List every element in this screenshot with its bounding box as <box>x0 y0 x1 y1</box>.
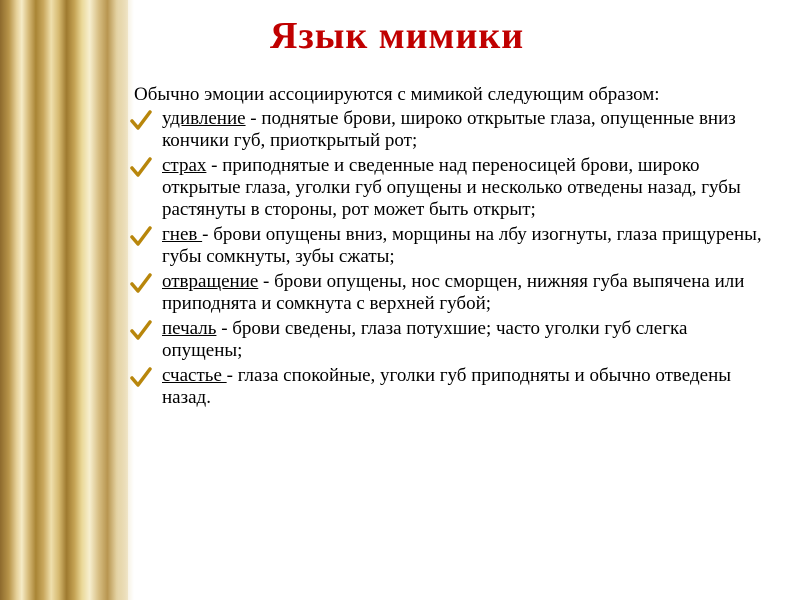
list-item <box>130 224 770 268</box>
intro-text: Обычно эмоции ассоциируются с мимикой следующим образом: <box>134 84 660 105</box>
emotion-description: - приподнятые и сведенные над переносицей брови, широко открытые глаза, уголки губ опущены и несколько отведены назад, губы растянуты в стороны, рот может быть открыт; <box>162 155 741 220</box>
checkmark-icon <box>130 272 152 294</box>
checkmark-icon <box>130 319 152 341</box>
list-item <box>130 271 770 315</box>
emotion-description: - брови сведены, глаза потухшие; часто уголки губ слегка опущены; <box>162 318 688 361</box>
emotion-description: - брови опущены, нос сморщен, нижняя губа выпячена или приподнята и сомкнута с верхней губой; <box>162 271 745 314</box>
emotion-term: счастье <box>162 365 227 386</box>
emotion-description: - поднятые брови, широко открытые глаза, опущенные вниз кончики губ, приоткрытый рот; <box>162 108 736 151</box>
list-item <box>130 108 770 152</box>
list-item <box>130 365 770 409</box>
emotion-description: - глаза спокойные, уголки губ приподняты и обычно отведены назад. <box>162 365 732 408</box>
emotion-term: удивление <box>162 108 246 129</box>
decorative-gold-stripe <box>0 0 128 600</box>
list-item <box>130 155 770 221</box>
checkmark-icon <box>130 225 152 247</box>
emotion-description: - брови опущены вниз, морщины на лбу изогнуты, глаза прищурены, губы сомкнуты, зубы сжаты; <box>162 224 762 267</box>
checkmark-icon <box>130 366 152 388</box>
list-item <box>130 318 770 362</box>
checkmark-icon <box>130 109 152 131</box>
emotion-term: отвращение <box>162 271 259 292</box>
emotion-term: печаль <box>162 318 217 339</box>
page-title: Язык мимики <box>270 15 525 57</box>
emotion-term: гнев <box>162 224 203 245</box>
emotion-list <box>130 108 770 412</box>
checkmark-icon <box>130 156 152 178</box>
emotion-term: страх <box>162 155 207 176</box>
